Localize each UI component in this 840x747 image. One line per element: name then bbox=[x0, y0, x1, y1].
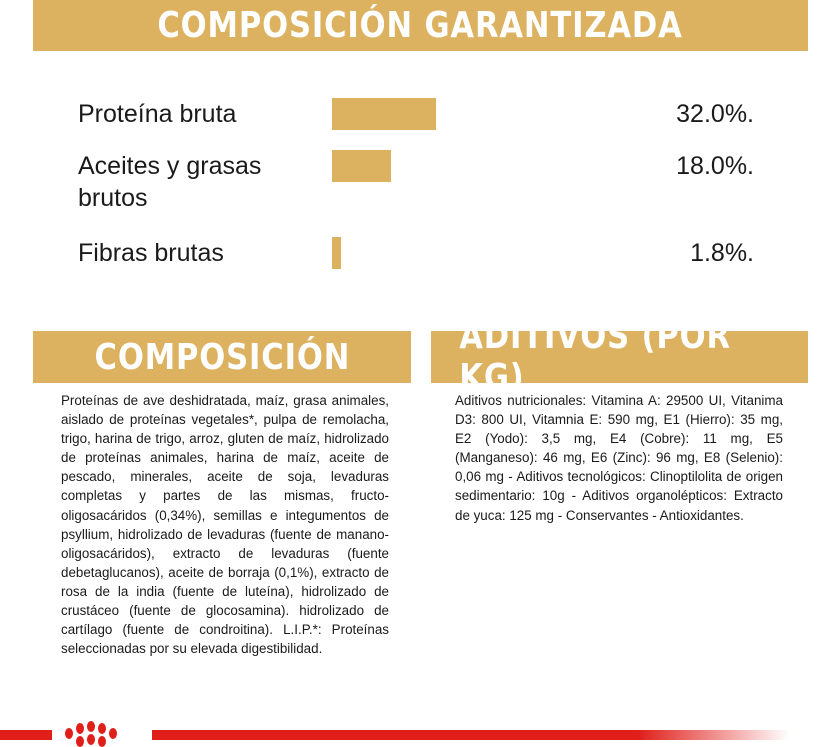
guaranteed-composition-banner bbox=[33, 0, 808, 51]
composition-banner bbox=[33, 331, 411, 383]
nutrient-bar bbox=[332, 98, 436, 130]
nutrient-label: Aceites y grasas brutos bbox=[78, 152, 262, 212]
page-title: COMPOSICIÓN GARANTIZADA bbox=[157, 5, 684, 46]
additives-text: Aditivos nutricionales: Vitamina A: 29500 UI, Vitanima D3: 800 UI, Vitamnia E: 590 mg, E1 (Hierro): 35 mg, E2 (Yodo): 3,5 mg, E4 (Cobre): 11 mg, E5 (Manganeso): 46 mg, E6 (Zinc): 96 mg, E8 (Selenio): 0,06 mg - Aditivos tecnológicos: Clinoptilolita de origen sedimentario: 10g - Aditivos organolépticos: Extracto de yuca: 125 mg - Conservantes - Antioxidantes. bbox=[455, 393, 783, 523]
nutrient-value: 1.8%. bbox=[690, 239, 754, 267]
additives-banner bbox=[431, 316, 808, 398]
additives-heading: ADITIVOS (POR KG) bbox=[459, 316, 731, 398]
nutrient-label: Fibras brutas bbox=[78, 239, 224, 267]
nutrient-value: 32.0%. bbox=[676, 100, 754, 128]
nutrient-label: Proteína bruta bbox=[78, 100, 237, 128]
composition-heading: COMPOSICIÓN bbox=[94, 336, 350, 378]
nutrient-bar bbox=[332, 237, 341, 269]
nutrient-value: 18.0%. bbox=[676, 152, 754, 180]
brand-logo-icon bbox=[52, 710, 152, 740]
composition-text: Proteínas de ave deshidratada, maíz, grasa animales, aislado de proteínas vegetales*, pulpa de remolacha, trigo, harina de trigo, arroz, gluten de maíz, hidrolizado de proteínas animales, harina de maíz, aceite de pescado, minerales, aceite de soja, levaduras completas y partes de las mismas, fructo-oligosacáridos (0,34%), semillas e integumentos de psyllium, hidrolizado de levaduras (fuente de manano-oligosacáridos), extracto de levaduras (fuente debetaglucanos), aceite de borraja (0,1%), extracto de rosa de la india (fuente de luteína), hidrolizado de crustáceo (fuente de glocosamina). hidrolizado de cartílago (fuente de condroitina). L.I.P.*: Proteínas seleccionadas por su elevada digestibilidad. bbox=[61, 393, 389, 657]
nutrient-bar bbox=[332, 150, 391, 182]
